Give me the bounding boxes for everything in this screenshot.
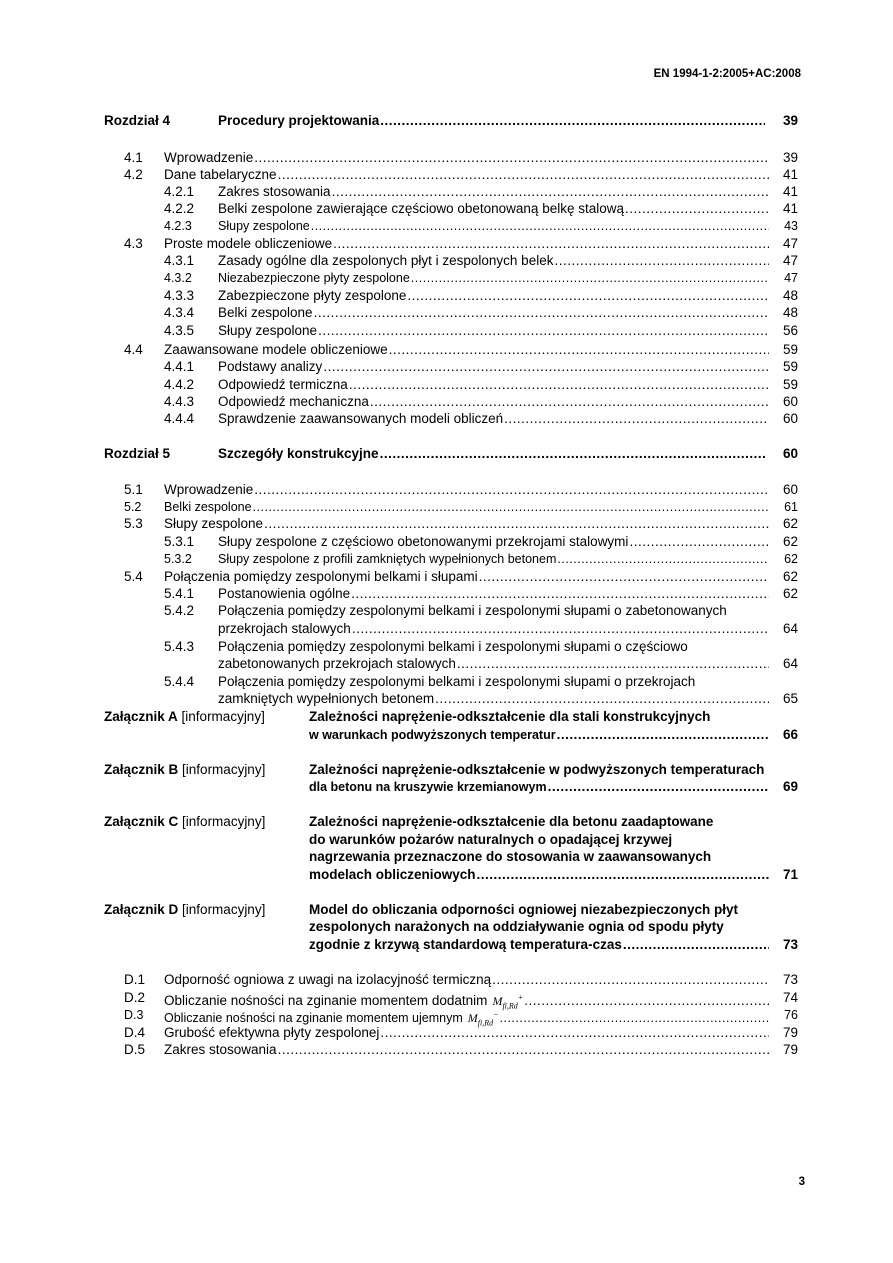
entry-number: 4.4.1 [164, 359, 195, 374]
entry-page: 48 [782, 288, 798, 303]
toc-entry [0, 1006, 893, 1028]
entry-title-line: Połączenia pomiędzy zespolonymi belkami i zespolonymi słupami o zabetonowanych [218, 603, 727, 618]
entry-title: Słupy zespolone ..... [218, 217, 772, 235]
toc-entry [0, 936, 893, 954]
entry-page: 73 [782, 972, 798, 987]
entry-page: 41 [782, 184, 798, 199]
entry-page: 79 [782, 1042, 798, 1057]
toc-entry [0, 971, 893, 989]
moment-symbol: $M_{fi,Rd}^+$ [492, 993, 524, 1011]
entry-page: 39 [782, 150, 798, 165]
entry-page: 47 [782, 236, 798, 251]
toc-entry [0, 1041, 893, 1059]
toc-entry [0, 989, 893, 1011]
entry-title: Słupy zespolone z profili zamkniętych wypełnionych betonem ..... [218, 550, 772, 568]
annex-title: w warunkach podwyższonych temperatur ..... [309, 726, 772, 744]
page-number: 60 [782, 446, 798, 461]
entry-page: 43 [784, 219, 798, 233]
toc-entry [0, 498, 893, 516]
entry-number: 4.4.4 [164, 411, 195, 426]
annex-title-line: Zależności naprężenie-odkształcenie dla betonu zaadaptowane [309, 814, 714, 829]
entry-number: 5.4.1 [164, 586, 195, 601]
annex-title-line: nagrzewania przeznaczone do stosowania w zaawansowanych [309, 849, 712, 864]
page-number: 39 [782, 113, 798, 128]
entry-page: 65 [782, 691, 798, 706]
toc-entry [0, 358, 893, 376]
annex-title: dla betonu na kruszywie krzemianowym ..... [309, 778, 772, 796]
entry-title-line: Połączenia pomiędzy zespolonymi belkami i zespolonymi słupami o częściowo [218, 639, 688, 654]
toc-entry [0, 393, 893, 411]
toc-entry [0, 515, 893, 533]
moment-symbol: $M_{fi,Rd}^-$ [467, 1010, 499, 1028]
entry-title: Słupy zespolone ..... [164, 515, 772, 533]
entry-title: Połączenia pomiędzy zespolonymi belkami i słupami ..... [164, 568, 772, 586]
entry-page: 41 [782, 201, 798, 216]
entry-number: 4.3.5 [164, 323, 195, 338]
entry-page: 76 [784, 1008, 798, 1022]
entry-number: D.5 [124, 1042, 146, 1057]
entry-title: przekrojach stalowych ..... [218, 620, 772, 638]
entry-title: Dane tabelaryczne ..... [164, 166, 772, 184]
entry-title: Obliczanie nośności na zginanie momentem dodatnim $M_{fi,Rd}^+$ ..... [164, 989, 772, 1015]
toc-entry [0, 410, 893, 428]
entry-number: 5.4.2 [164, 603, 195, 618]
entry-title: Niezabezpieczone płyty zespolone ..... [218, 269, 772, 287]
entry-page: 59 [782, 359, 798, 374]
toc-entry [0, 585, 893, 603]
entry-title: Postanowienia ogólne ..... [218, 585, 772, 603]
entry-page: 71 [782, 867, 798, 882]
toc-entry [0, 533, 893, 551]
toc-entry [0, 269, 893, 287]
entry-number: 4.3.1 [164, 253, 195, 268]
entry-title: Wprowadzenie ..... [164, 149, 772, 167]
toc-entry [0, 322, 893, 340]
toc-entry [0, 200, 893, 218]
entry-page: 59 [782, 342, 798, 357]
chapter-heading [104, 445, 798, 463]
entry-page: 73 [782, 937, 798, 952]
entry-title: Belki zespolone zawierające częściowo obetonowaną belkę stalową ..... [218, 200, 772, 218]
entry-number: 4.2.2 [164, 201, 195, 216]
entry-title: Słupy zespolone ..... [218, 322, 772, 340]
entry-page: 74 [782, 990, 798, 1005]
toc-entry [0, 620, 893, 638]
toc-entry [0, 778, 893, 796]
toc-entry [0, 1024, 893, 1042]
entry-page: 62 [784, 552, 798, 566]
chapter-title: Szczegóły konstrukcyjne ..... [218, 445, 768, 463]
entry-title: Belki zespolone ..... [218, 304, 772, 322]
entry-page: 47 [784, 271, 798, 285]
entry-number: 4.3 [124, 236, 143, 251]
toc-entry [0, 655, 893, 673]
entry-page: 62 [782, 586, 798, 601]
chapter-heading [104, 112, 798, 130]
entry-number: 5.2 [124, 500, 142, 514]
entry-page: 48 [782, 305, 798, 320]
chapter-label: Rozdział 5 [104, 446, 171, 461]
annex-label: Załącznik B [informacyjny] [104, 762, 266, 777]
entry-page: 47 [782, 253, 798, 268]
toc-entry [0, 690, 893, 708]
entry-page: 64 [782, 656, 798, 671]
entry-title: Zakres stosowania ..... [218, 183, 772, 201]
entry-title: zabetonowanych przekrojach stalowych ..... [218, 655, 772, 673]
entry-title: Belki zespolone ..... [164, 498, 772, 516]
entry-title: Odporność ogniowa z uwagi na izolacyjność termiczną ..... [164, 971, 772, 989]
page-number-footer: 3 [798, 1176, 805, 1188]
toc-entry [0, 481, 893, 499]
entry-number: 4.4.3 [164, 394, 195, 409]
entry-number: 5.3.2 [164, 552, 192, 566]
entry-title: Zabezpieczone płyty zespolone ..... [218, 287, 772, 305]
annex-title-line: zespolonych narażonych na oddziaływanie ognia od spodu płyty [309, 919, 724, 934]
toc-entry [0, 341, 893, 359]
entry-page: 69 [782, 779, 798, 794]
entry-title-line: Połączenia pomiędzy zespolonymi belkami i zespolonymi słupami o przekrojach [218, 674, 696, 689]
entry-title: Zasady ogólne dla zespolonych płyt i zespolonych belek ..... [218, 252, 772, 270]
toc-entry [0, 217, 893, 235]
toc-entry [0, 252, 893, 270]
annex-label: Załącznik C [informacyjny] [104, 814, 266, 829]
toc-entry [0, 149, 893, 167]
annex-label: Załącznik D [informacyjny] [104, 902, 266, 917]
entry-page: 66 [782, 727, 798, 742]
annex-title: zgodnie z krzywą standardową temperatura-czas ..... [309, 936, 772, 954]
entry-title: zamkniętych wypełnionych betonem ..... [218, 690, 772, 708]
entry-page: 79 [782, 1025, 798, 1040]
entry-number: 5.4 [124, 569, 143, 584]
toc-entry [0, 866, 893, 884]
entry-title: Słupy zespolone z częściowo obetonowanymi przekrojami stalowymi ..... [218, 533, 772, 551]
entry-title: Zaawansowane modele obliczeniowe ..... [164, 341, 772, 359]
standard-header: EN 1994-1-2:2005+AC:2008 [653, 68, 801, 80]
entry-title: Obliczanie nośności na zginanie momentem ujemnym $M_{fi,Rd}^-$ ..... [164, 1006, 772, 1032]
toc-entry [0, 726, 893, 744]
annex-title-line: Model do obliczania odporności ogniowej niezabezpieczonych płyt [309, 902, 739, 917]
entry-number: D.1 [124, 972, 146, 987]
entry-title: Podstawy analizy ..... [218, 358, 772, 376]
entry-number: 5.4.4 [164, 674, 195, 689]
toc-entry [0, 304, 893, 322]
toc-entry [0, 568, 893, 586]
entry-page: 41 [782, 167, 798, 182]
entry-number: D.2 [124, 990, 146, 1005]
entry-number: 5.3 [124, 516, 143, 531]
entry-number: D.3 [124, 1008, 144, 1022]
entry-number: 4.3.4 [164, 305, 195, 320]
annex-title: modelach obliczeniowych ..... [309, 866, 772, 884]
entry-page: 60 [782, 482, 798, 497]
toc-entry [0, 287, 893, 305]
entry-title: Grubość efektywna płyty zespolonej ..... [164, 1024, 772, 1042]
entry-page: 62 [782, 534, 798, 549]
entry-page: 56 [782, 323, 798, 338]
entry-number: 4.2 [124, 167, 143, 182]
entry-number: 4.4 [124, 342, 143, 357]
toc-entry [0, 376, 893, 394]
entry-title: Proste modele obliczeniowe ..... [164, 235, 772, 253]
entry-number: 5.4.3 [164, 639, 195, 654]
entry-page: 62 [782, 516, 798, 531]
entry-page: 59 [782, 377, 798, 392]
entry-number: 4.3.3 [164, 288, 195, 303]
entry-title: Odpowiedź mechaniczna ..... [218, 393, 772, 411]
entry-title: Zakres stosowania ..... [164, 1041, 772, 1059]
entry-title: Sprawdzenie zaawansowanych modeli obliczeń ..... [218, 410, 772, 428]
annex-label: Załącznik A [informacyjny] [104, 709, 265, 724]
entry-page: 61 [784, 500, 798, 514]
toc-entry [0, 166, 893, 184]
entry-title: Odpowiedź termiczna ..... [218, 376, 772, 394]
toc-entry [0, 550, 893, 568]
toc-entry [0, 183, 893, 201]
annex-title-line: Zależności naprężenie-odkształcenie w podwyższonych temperaturach [309, 762, 765, 777]
entry-title: Wprowadzenie ..... [164, 481, 772, 499]
entry-page: 60 [782, 411, 798, 426]
chapter-title: Procedury projektowania ..... [218, 112, 768, 130]
entry-number: 4.2.3 [164, 219, 192, 233]
entry-number: D.4 [124, 1025, 146, 1040]
annex-title-line: do warunków pożarów naturalnych o opadającej krzywej [309, 832, 673, 847]
toc-entry [0, 235, 893, 253]
entry-number: 4.3.2 [164, 271, 192, 285]
entry-number: 5.1 [124, 482, 143, 497]
entry-page: 64 [782, 621, 798, 636]
annex-title-line: Zależności naprężenie-odkształcenie dla stali konstrukcyjnych [309, 709, 711, 724]
entry-number: 5.3.1 [164, 534, 195, 549]
entry-page: 60 [782, 394, 798, 409]
entry-number: 4.1 [124, 150, 143, 165]
chapter-label: Rozdział 4 [104, 113, 171, 128]
entry-page: 62 [782, 569, 798, 584]
entry-number: 4.4.2 [164, 377, 195, 392]
entry-number: 4.2.1 [164, 184, 195, 199]
